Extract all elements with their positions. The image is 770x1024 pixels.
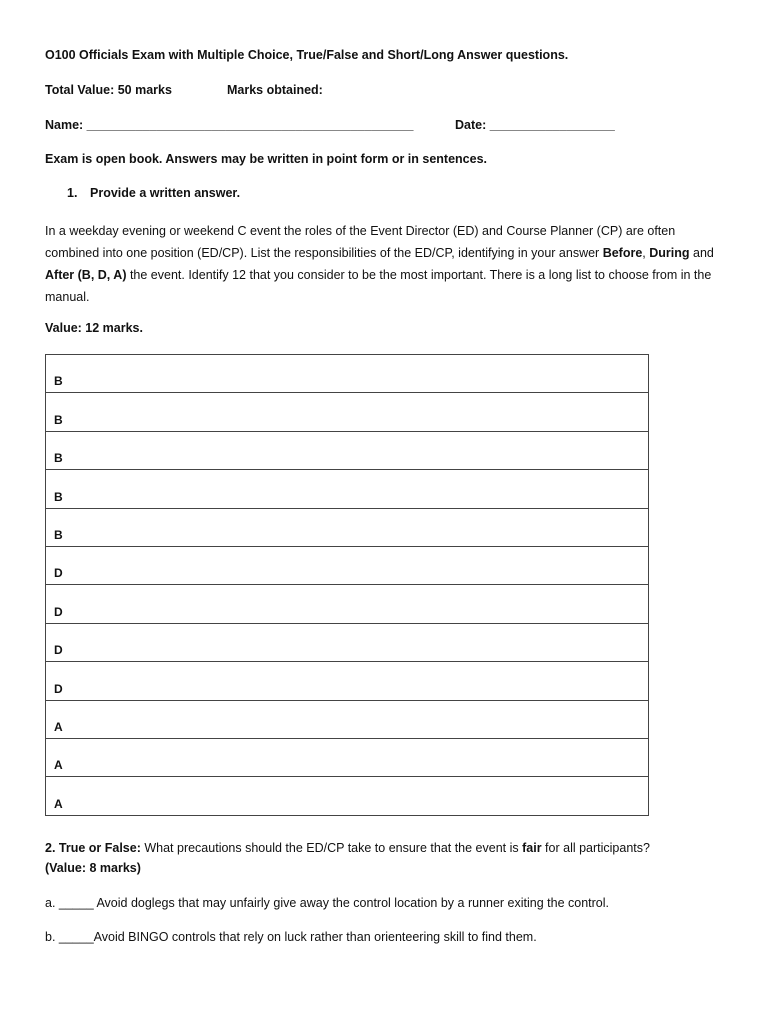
answer-table	[45, 354, 649, 816]
answer-row	[46, 777, 649, 815]
answer-row	[46, 508, 649, 546]
question-2-text-part2: for all participants?	[541, 841, 650, 855]
answer-row-label: D	[54, 566, 63, 581]
total-value: Total Value: 50 marks	[45, 83, 172, 97]
answer-row-label: D	[54, 681, 63, 696]
answer-row-label: A	[54, 758, 63, 773]
name-date-line	[45, 118, 615, 132]
answer-row	[46, 623, 649, 661]
answer-cell[interactable]	[46, 738, 649, 776]
answer-row-label: A	[54, 796, 63, 811]
answer-cell[interactable]	[46, 546, 649, 584]
exam-title: O100 Officials Exam with Multiple Choice, True/False and Short/Long Answer questions.	[45, 48, 569, 62]
answer-row	[46, 662, 649, 700]
answer-cell[interactable]	[46, 777, 649, 815]
answer-row-label: B	[54, 451, 63, 466]
answer-row-label: B	[54, 412, 63, 427]
marks-obtained-label: Marks obtained:	[227, 83, 323, 97]
answer-cell[interactable]	[46, 623, 649, 661]
answer-row-label: D	[54, 604, 63, 619]
answer-row-label: D	[54, 643, 63, 658]
question-1-value: Value: 12 marks.	[45, 321, 143, 335]
answer-cell[interactable]	[46, 700, 649, 738]
answer-row-label: A	[54, 719, 63, 734]
answer-row	[46, 431, 649, 469]
answer-row	[46, 700, 649, 738]
comma: ,	[642, 246, 650, 260]
question-2-number: 2	[45, 841, 52, 855]
answer-row-label: B	[54, 489, 63, 504]
answer-cell[interactable]	[46, 431, 649, 469]
answer-cell[interactable]	[46, 470, 649, 508]
total-value-line	[45, 83, 323, 97]
and-word: and	[689, 246, 714, 260]
question-1-text-part1: In a weekday evening or weekend C event the roles of the Event Director (ED) and Course Planner (CP) are often combined into one position (ED/CP). List the responsibilities of the ED/CP, identifying in your answer	[45, 224, 676, 260]
answer-row	[46, 546, 649, 584]
answer-cell[interactable]	[46, 355, 649, 393]
bold-after: After (B, D, A)	[45, 268, 127, 282]
answer-cell[interactable]	[46, 393, 649, 431]
bold-during: During	[649, 246, 690, 260]
answer-row	[46, 393, 649, 431]
answer-cell[interactable]	[46, 662, 649, 700]
question-2-value: (Value: 8 marks)	[45, 861, 141, 875]
date-field[interactable]: Date: __________________	[455, 118, 615, 132]
question-1-text-part2: the event. Identify 12 that you consider to be the most important. There is a long list to choose from in the manual.	[45, 268, 712, 304]
question-2-label: . True or False:	[51, 841, 141, 855]
bold-before: Before	[602, 246, 643, 260]
answer-row	[46, 470, 649, 508]
question-1-number: 1.	[67, 186, 78, 200]
answer-row	[46, 738, 649, 776]
answer-cell[interactable]	[46, 508, 649, 546]
question-1-heading	[67, 186, 240, 200]
answer-row-label: B	[54, 374, 63, 389]
question-2-item-a[interactable]: a. _____ Avoid doglegs that may unfairly give away the control location by a runner exiting the control.	[45, 896, 610, 910]
exam-instructions: Exam is open book. Answers may be written in point form or in sentences.	[45, 152, 487, 166]
answer-row	[46, 355, 649, 393]
question-2-text	[45, 838, 735, 878]
answer-row-label: B	[54, 527, 63, 542]
answer-row	[46, 585, 649, 623]
question-1-heading-text: Provide a written answer.	[90, 186, 241, 200]
name-field[interactable]: Name: _______________________________________________	[45, 118, 414, 132]
answer-cell[interactable]	[46, 585, 649, 623]
question-2-text-part1: What precautions should the ED/CP take to ensure that the event is	[140, 841, 523, 855]
question-1-text	[45, 220, 730, 308]
question-2-item-b[interactable]: b. _____Avoid BINGO controls that rely on luck rather than orienteering skill to find them.	[45, 930, 537, 944]
bold-fair: fair	[522, 841, 542, 855]
